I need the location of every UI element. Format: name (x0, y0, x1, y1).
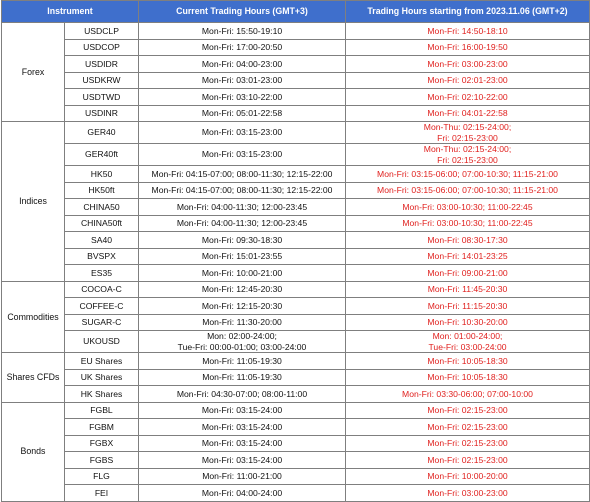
symbol-cell: USDTWD (65, 89, 139, 106)
table-row (2, 402, 590, 419)
table-row (2, 23, 590, 40)
symbol-cell: HK50ft (65, 182, 139, 199)
table-row (2, 248, 590, 265)
new-hours-cell (346, 468, 590, 485)
symbol-cell: GER40ft (65, 144, 139, 166)
current-hours-line: Mon-Fri: 04:15-07:00; 08:00-11:30; 12:15-22:00 (151, 185, 333, 195)
table-row (2, 39, 590, 56)
new-hours-cell (346, 386, 590, 403)
category-cell: Shares CFDs (2, 353, 65, 403)
table-row (2, 182, 590, 199)
table-row (2, 435, 590, 452)
new-hours-line: Mon-Fri: 11:45-20:30 (427, 284, 508, 294)
table-row (2, 331, 590, 353)
table-row (2, 199, 590, 216)
new-hours-line: Mon-Fri: 10:00-20:00 (427, 471, 508, 481)
current-hours-line: Mon-Fri: 04:00-11:30; 12:00-23:45 (176, 218, 308, 228)
current-hours-line: Mon-Fri: 03:15-24:00 (201, 454, 283, 465)
new-hours-line: Mon-Fri: 10:30-20:00 (427, 317, 508, 327)
new-hours-cell (346, 199, 590, 216)
table-row (2, 122, 590, 144)
table-row (2, 166, 590, 183)
current-hours-line: Mon-Fri: 12:15-20:30 (201, 300, 283, 311)
new-hours-line: Tue-Fri: 03:00-24:00 (428, 341, 507, 352)
new-hours-cell (346, 369, 590, 386)
table-row (2, 105, 590, 122)
current-hours-line: Mon-Fri: 03:15-23:00 (201, 127, 283, 138)
current-hours-cell (139, 435, 346, 452)
current-hours-cell (139, 314, 346, 331)
current-hours-line: Mon-Fri: 04:00-11:30; 12:00-23:45 (176, 201, 308, 212)
current-hours-line: Mon-Fri: 05:01-22:58 (201, 108, 283, 118)
symbol-cell: FLG (65, 468, 139, 485)
current-hours-cell (139, 166, 346, 183)
current-hours-line: Mon-Fri: 11:05-19:30 (202, 355, 282, 366)
symbol-cell: BVSPX (65, 248, 139, 265)
new-hours-cell (346, 56, 590, 73)
current-hours-line: Mon-Fri: 11:05-19:30 (202, 372, 282, 382)
current-hours-line: Mon-Fri: 15:50-19:10 (201, 25, 283, 36)
symbol-cell: FGBM (65, 419, 139, 436)
symbol-cell: GER40 (65, 122, 139, 144)
header-current-hours: Current Trading Hours (GMT+3) (139, 1, 346, 23)
new-hours-cell (346, 265, 590, 282)
new-hours-cell (346, 215, 590, 232)
new-hours-line: Mon-Fri: 03:00-23:00 (427, 487, 508, 498)
symbol-cell: ES35 (65, 265, 139, 282)
current-hours-cell (139, 89, 346, 106)
new-hours-cell (346, 144, 590, 166)
new-hours-cell (346, 331, 590, 353)
new-hours-line: Mon-Fri: 02:15-23:00 (427, 405, 508, 415)
current-hours-cell (139, 386, 346, 403)
new-hours-line: Mon-Fri: 10:05-18:30 (427, 355, 508, 366)
symbol-cell: UKOUSD (65, 331, 139, 353)
current-hours-line: Mon-Fri: 04:00-23:00 (201, 58, 283, 69)
current-hours-cell (139, 468, 346, 485)
current-hours-line: Mon-Fri: 11:00-21:00 (202, 471, 282, 481)
current-hours-line: Mon-Fri: 04:30-07:00; 08:00-11:00 (176, 388, 308, 399)
symbol-cell: CHINA50ft (65, 215, 139, 232)
new-hours-cell (346, 402, 590, 419)
new-hours-cell (346, 23, 590, 40)
symbol-cell: COCOA-C (65, 281, 139, 298)
table-row (2, 281, 590, 298)
symbol-cell: USDCLP (65, 23, 139, 40)
trading-hours-table (1, 0, 590, 502)
current-hours-cell (139, 485, 346, 502)
new-hours-line: Mon-Fri: 03:00-10:30; 11:00-22:45 (402, 201, 533, 212)
symbol-cell: FGBS (65, 452, 139, 469)
new-hours-cell (346, 182, 590, 199)
new-hours-cell (346, 435, 590, 452)
header-new-hours: Trading Hours starting from 2023.11.06 (GMT+2) (346, 1, 590, 23)
table-row (2, 72, 590, 89)
table-row (2, 369, 590, 386)
table-row (2, 265, 590, 282)
new-hours-cell (346, 122, 590, 144)
table-row (2, 386, 590, 403)
new-hours-line: Mon-Fri: 02:01-23:00 (427, 75, 508, 85)
current-hours-line: Mon-Fri: 03:15-24:00 (201, 405, 283, 415)
new-hours-cell (346, 281, 590, 298)
table-row (2, 353, 590, 370)
symbol-cell: UK Shares (65, 369, 139, 386)
category-cell: Commodities (2, 281, 65, 353)
new-hours-cell (346, 452, 590, 469)
new-hours-line: Mon-Fri: 10:05-18:30 (427, 372, 508, 382)
current-hours-cell (139, 105, 346, 122)
current-hours-cell (139, 182, 346, 199)
new-hours-line: Mon-Fri: 03:00-23:00 (427, 58, 508, 69)
new-hours-cell (346, 353, 590, 370)
new-hours-line: Mon-Fri: 03:15-06:00; 07:00-10:30; 11:15-21:00 (377, 185, 558, 195)
category-cell: Indices (2, 122, 65, 282)
new-hours-cell (346, 298, 590, 315)
current-hours-cell (139, 232, 346, 249)
new-hours-cell (346, 105, 590, 122)
table-header-row (2, 1, 590, 23)
current-hours-cell (139, 39, 346, 56)
symbol-cell: USDINR (65, 105, 139, 122)
new-hours-line: Mon-Fri: 16:00-19:50 (427, 42, 508, 52)
new-hours-line: Mon-Fri: 03:15-06:00; 07:00-10:30; 11:15-21:00 (377, 168, 558, 179)
current-hours-line: Mon-Fri: 03:15-24:00 (201, 438, 283, 448)
symbol-cell: CHINA50 (65, 199, 139, 216)
current-hours-cell (139, 72, 346, 89)
current-hours-cell (139, 402, 346, 419)
new-hours-line: Fri: 02:15-23:00 (437, 132, 498, 143)
table-row (2, 419, 590, 436)
current-hours-cell (139, 353, 346, 370)
current-hours-line: Tue-Fri: 00:00-01:00; 03:00-24:00 (177, 341, 307, 352)
current-hours-cell (139, 331, 346, 353)
current-hours-line: Mon-Fri: 03:15-23:00 (201, 149, 283, 160)
new-hours-cell (346, 72, 590, 89)
table-row (2, 232, 590, 249)
new-hours-line: Mon-Fri: 04:01-22:58 (427, 108, 508, 118)
current-hours-line: Mon-Fri: 03:15-24:00 (201, 421, 283, 432)
current-hours-cell (139, 298, 346, 315)
symbol-cell: USDCOP (65, 39, 139, 56)
current-hours-line: Mon-Fri: 09:30-18:30 (201, 234, 283, 245)
table-row (2, 452, 590, 469)
symbol-cell: USDKRW (65, 72, 139, 89)
current-hours-cell (139, 281, 346, 298)
new-hours-line: Mon-Fri: 11:15-20:30 (427, 300, 508, 311)
new-hours-line: Mon-Fri: 02:15-23:00 (427, 438, 508, 448)
table-row (2, 314, 590, 331)
new-hours-line: Fri: 02:15-23:00 (437, 154, 498, 165)
symbol-cell: USDIDR (65, 56, 139, 73)
current-hours-cell (139, 23, 346, 40)
new-hours-line: Mon-Fri: 08:30-17:30 (427, 234, 508, 245)
current-hours-cell (139, 419, 346, 436)
new-hours-cell (346, 166, 590, 183)
symbol-cell: COFFEE-C (65, 298, 139, 315)
symbol-cell: SUGAR-C (65, 314, 139, 331)
category-cell: Forex (2, 23, 65, 122)
current-hours-cell (139, 248, 346, 265)
symbol-cell: EU Shares (65, 353, 139, 370)
symbol-cell: FGBX (65, 435, 139, 452)
current-hours-cell (139, 265, 346, 282)
symbol-cell: FGBL (65, 402, 139, 419)
new-hours-line: Mon-Fri: 09:00-21:00 (427, 267, 508, 278)
new-hours-cell (346, 419, 590, 436)
current-hours-cell (139, 144, 346, 166)
current-hours-cell (139, 215, 346, 232)
current-hours-line: Mon-Fri: 04:00-24:00 (201, 487, 283, 498)
new-hours-cell (346, 89, 590, 106)
new-hours-line: Mon-Fri: 03:30-06:00; 07:00-10:00 (402, 388, 533, 399)
table-row (2, 468, 590, 485)
new-hours-line: Mon-Fri: 02:15-23:00 (427, 421, 508, 432)
current-hours-line: Mon-Fri: 03:01-23:00 (201, 75, 283, 85)
current-hours-line: Mon: 02:00-24:00; (207, 331, 277, 341)
new-hours-cell (346, 485, 590, 502)
new-hours-line: Mon-Thu: 02:15-24:00; (423, 122, 512, 132)
table-row (2, 89, 590, 106)
current-hours-cell (139, 56, 346, 73)
new-hours-line: Mon-Fri: 02:10-22:00 (427, 91, 508, 102)
table-row (2, 215, 590, 232)
new-hours-cell (346, 39, 590, 56)
new-hours-cell (346, 248, 590, 265)
symbol-cell: SA40 (65, 232, 139, 249)
new-hours-line: Mon-Thu: 02:15-24:00; (423, 144, 512, 154)
current-hours-cell (139, 122, 346, 144)
symbol-cell: FEI (65, 485, 139, 502)
current-hours-line: Mon-Fri: 17:00-20:50 (201, 42, 283, 52)
current-hours-cell (139, 452, 346, 469)
new-hours-line: Mon-Fri: 14:01-23:25 (427, 251, 508, 261)
current-hours-line: Mon-Fri: 04:15-07:00; 08:00-11:30; 12:15-22:00 (151, 168, 333, 179)
current-hours-cell (139, 369, 346, 386)
header-instrument: Instrument (2, 1, 139, 23)
new-hours-line: Mon-Fri: 02:15-23:00 (427, 454, 508, 465)
current-hours-line: Mon-Fri: 03:10-22:00 (201, 91, 283, 102)
current-hours-cell (139, 199, 346, 216)
table-row (2, 144, 590, 166)
table-row (2, 298, 590, 315)
current-hours-line: Mon-Fri: 10:00-21:00 (201, 267, 283, 278)
current-hours-line: Mon-Fri: 15:01-23:55 (201, 251, 283, 261)
table-row (2, 485, 590, 502)
new-hours-cell (346, 314, 590, 331)
new-hours-line: Mon-Fri: 14:50-18:10 (427, 25, 508, 36)
new-hours-line: Mon: 01:00-24:00; (432, 331, 503, 341)
symbol-cell: HK50 (65, 166, 139, 183)
current-hours-line: Mon-Fri: 11:30-20:00 (202, 317, 282, 327)
symbol-cell: HK Shares (65, 386, 139, 403)
table-row (2, 56, 590, 73)
category-cell: Bonds (2, 402, 65, 501)
new-hours-line: Mon-Fri: 03:00-10:30; 11:00-22:45 (402, 218, 533, 228)
current-hours-line: Mon-Fri: 12:45-20:30 (201, 284, 283, 294)
new-hours-cell (346, 232, 590, 249)
